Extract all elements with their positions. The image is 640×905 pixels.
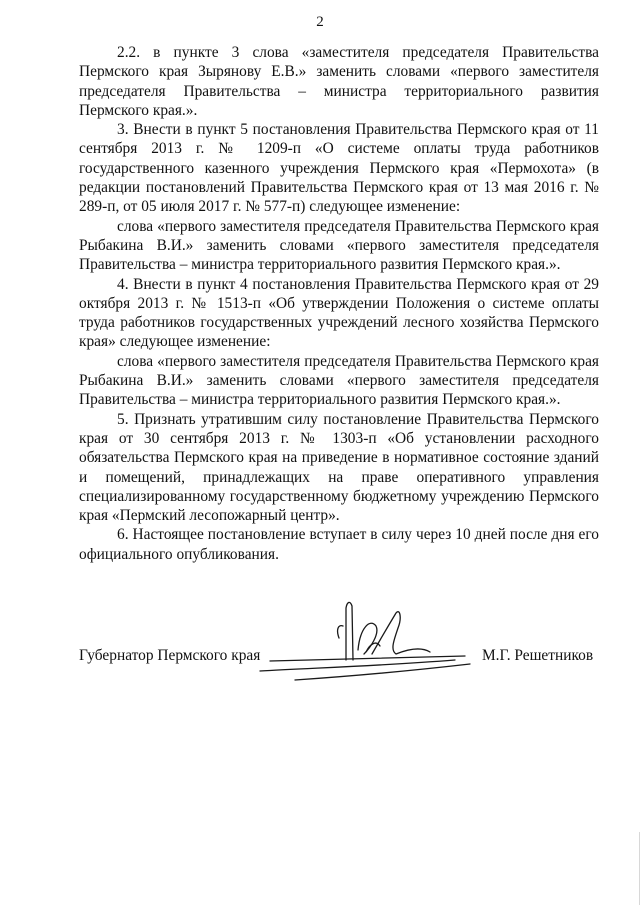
paragraph-2-2: 2.2. в пункте 3 слова «заместителя председателя Правительства Пермского края Зырянову Е.В.» заменить словами «первого заместителя председателя Правительства – министра территориального развития Пермского края.». (79, 44, 599, 119)
paragraph-5: 5. Признать утратившим силу постановление Правительства Пермского края от 30 сентября 2013 г. № 1303-п «Об установлении расходного обязательства Пермского края на приведение в нормативное состояние зданий и помещений, принадлежащих на праве оперативного управления специализированному государственному бюджетному учреждению Пермского края «Пермский лесопожарный центр». (79, 410, 599, 525)
paragraph-4: 4. Внести в пункт 4 постановления Правительства Пермского края от 29 октября 2013 г. № 1513-п «Об утверждении Положения о системе оплаты труда работников государственных учреждений лесного хозяйства Пермского края» следующее изменение: (79, 275, 599, 351)
paragraph-4-change: слова «первого заместителя председателя Правительства Пермского края Рыбакина В.И.» заменить словами «первого заместителя председателя Правительства – министра территориального развития Пермского края.». (79, 352, 599, 409)
paragraph-6: 6. Настоящее постановление вступает в силу через 10 дней после дня его официального опубликования. (79, 526, 599, 563)
paragraph-3: 3. Внести в пункт 5 постановления Правительства Пермского края от 11 сентября 2013 г. № 1209-п «О системе оплаты труда работников государственного казенного учреждения Пермского края «Пермохота» (в редакции постановлений Правительства Пермского края от 13 мая 2016 г. № 289-п, от 05 июля 2017 г. № 577-п) следующее изменение: (79, 121, 599, 216)
document-body (79, 43, 599, 564)
signatory-position: Губернатор Пермского края (79, 647, 261, 664)
handwritten-signature (240, 588, 480, 688)
paragraph-3-change: слова «первого заместителя председателя Правительства Пермского края Рыбакина В.И.» заменить словами «первого заместителя председателя Правительства – министра территориального развития Пермского края.». (79, 217, 599, 274)
signatory-name: М.Г. Решетников (482, 647, 594, 664)
page-number: 2 (316, 14, 324, 30)
signature-block (0, 588, 640, 698)
